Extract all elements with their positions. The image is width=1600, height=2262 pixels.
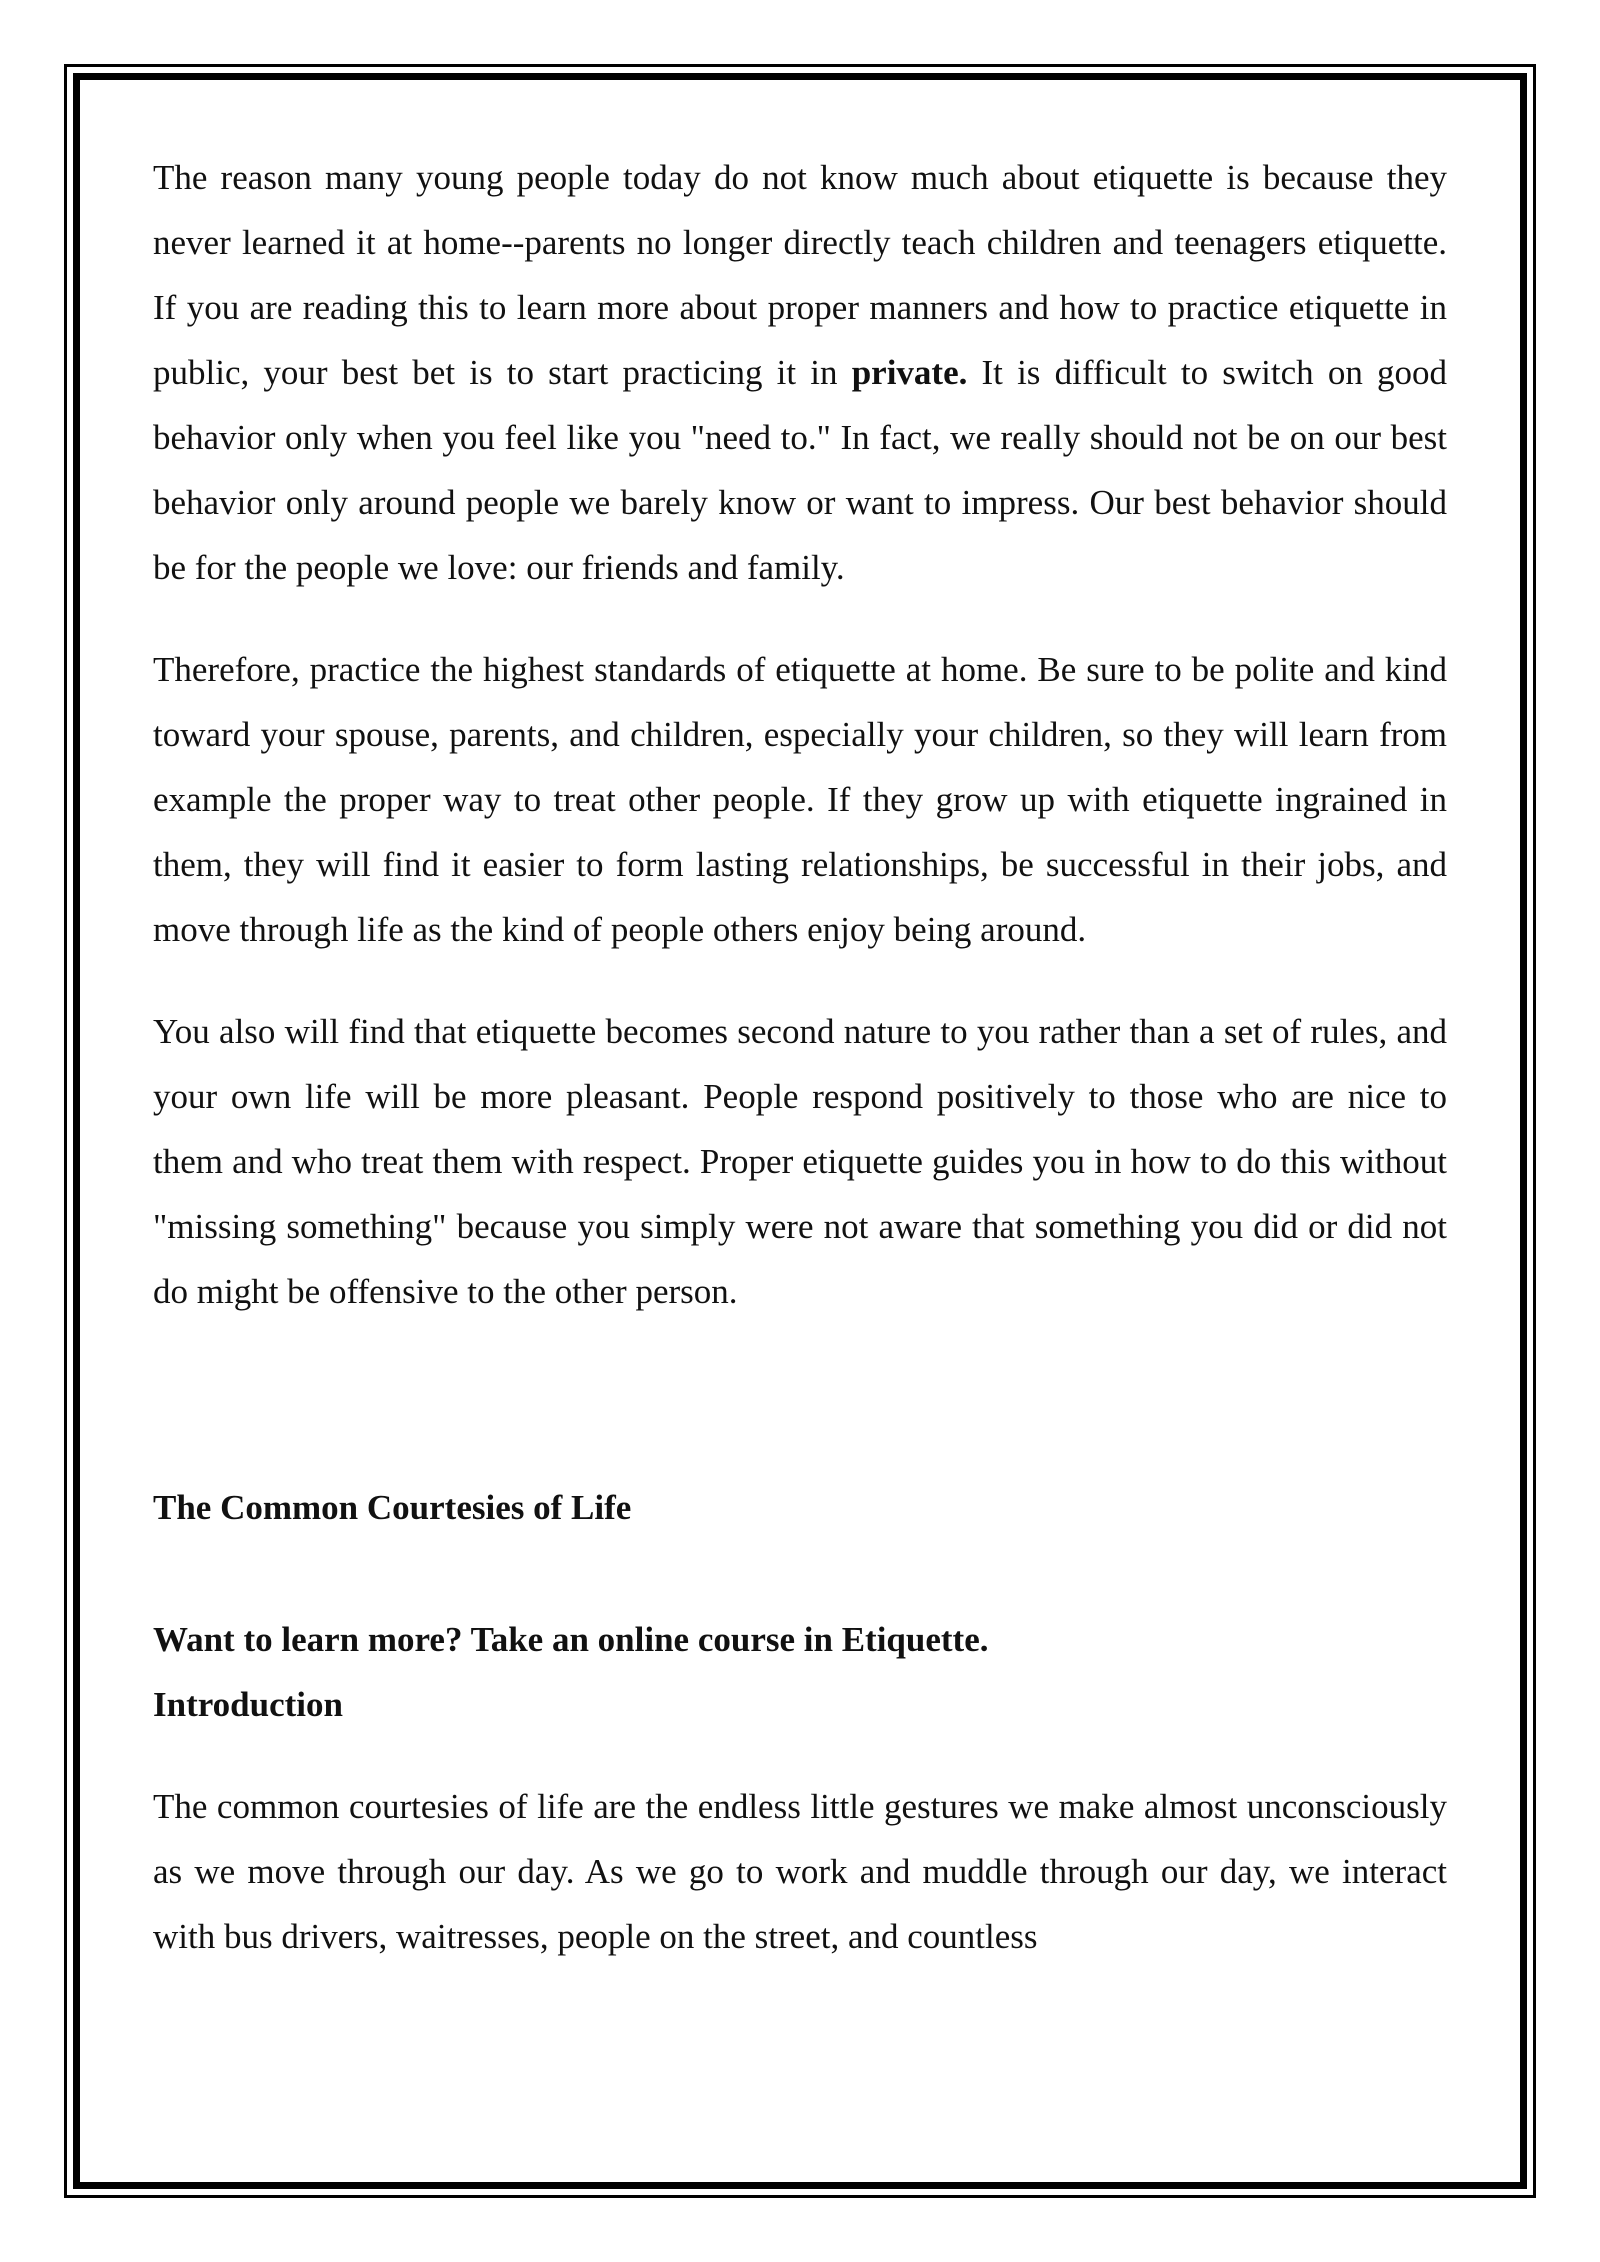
- intro-heading: Introduction: [153, 1685, 343, 1724]
- paragraph-text: It is difficult to switch on good behavior only when you feel like you "need to." In fact, we really should not be on our best behavior only around people we barely know or want to impress. Our best behavior should be for the people we love: our friends and family.: [153, 353, 1447, 587]
- section-title: The Common Courtesies of Life: [153, 1488, 632, 1527]
- paragraph-private-practice: [153, 145, 1447, 600]
- paragraph-introduction: The common courtesies of life are the endless little gestures we make almost unconsciously as we move through our day. As we go to work and muddle through our day, we interact with bus drivers, waitresses, people on the street, and countless: [153, 1787, 1447, 1956]
- document-body: [153, 145, 1447, 1969]
- emphasis-private: private.: [851, 353, 968, 392]
- paragraph-text: The reason many young people today do not know much about etiquette is because they never learned it at home--parents no longer directly teach children and teenagers etiquette. If you are reading this to learn more about proper manners and how to practice etiquette in public, your best bet is to start practicing it in: [153, 158, 1447, 392]
- paragraph-second-nature: You also will find that etiquette becomes second nature to you rather than a set of rules, and your own life will be more pleasant. People respond positively to those who are nice to them and who treat them with respect. Proper etiquette guides you in how to do this without "missing something" because you simply were not aware that something you did or did not do might be offensive to the other person.: [153, 1012, 1447, 1311]
- course-prompt: Want to learn more? Take an online course in Etiquette.: [153, 1620, 989, 1659]
- paragraph-practice-at-home: Therefore, practice the highest standards of etiquette at home. Be sure to be polite and kind toward your spouse, parents, and children, especially your children, so they will learn from example the proper way to treat other people. If they grow up with etiquette ingrained in them, they will find it easier to form lasting relationships, be successful in their jobs, and move through life as the kind of people others enjoy being around.: [153, 650, 1447, 949]
